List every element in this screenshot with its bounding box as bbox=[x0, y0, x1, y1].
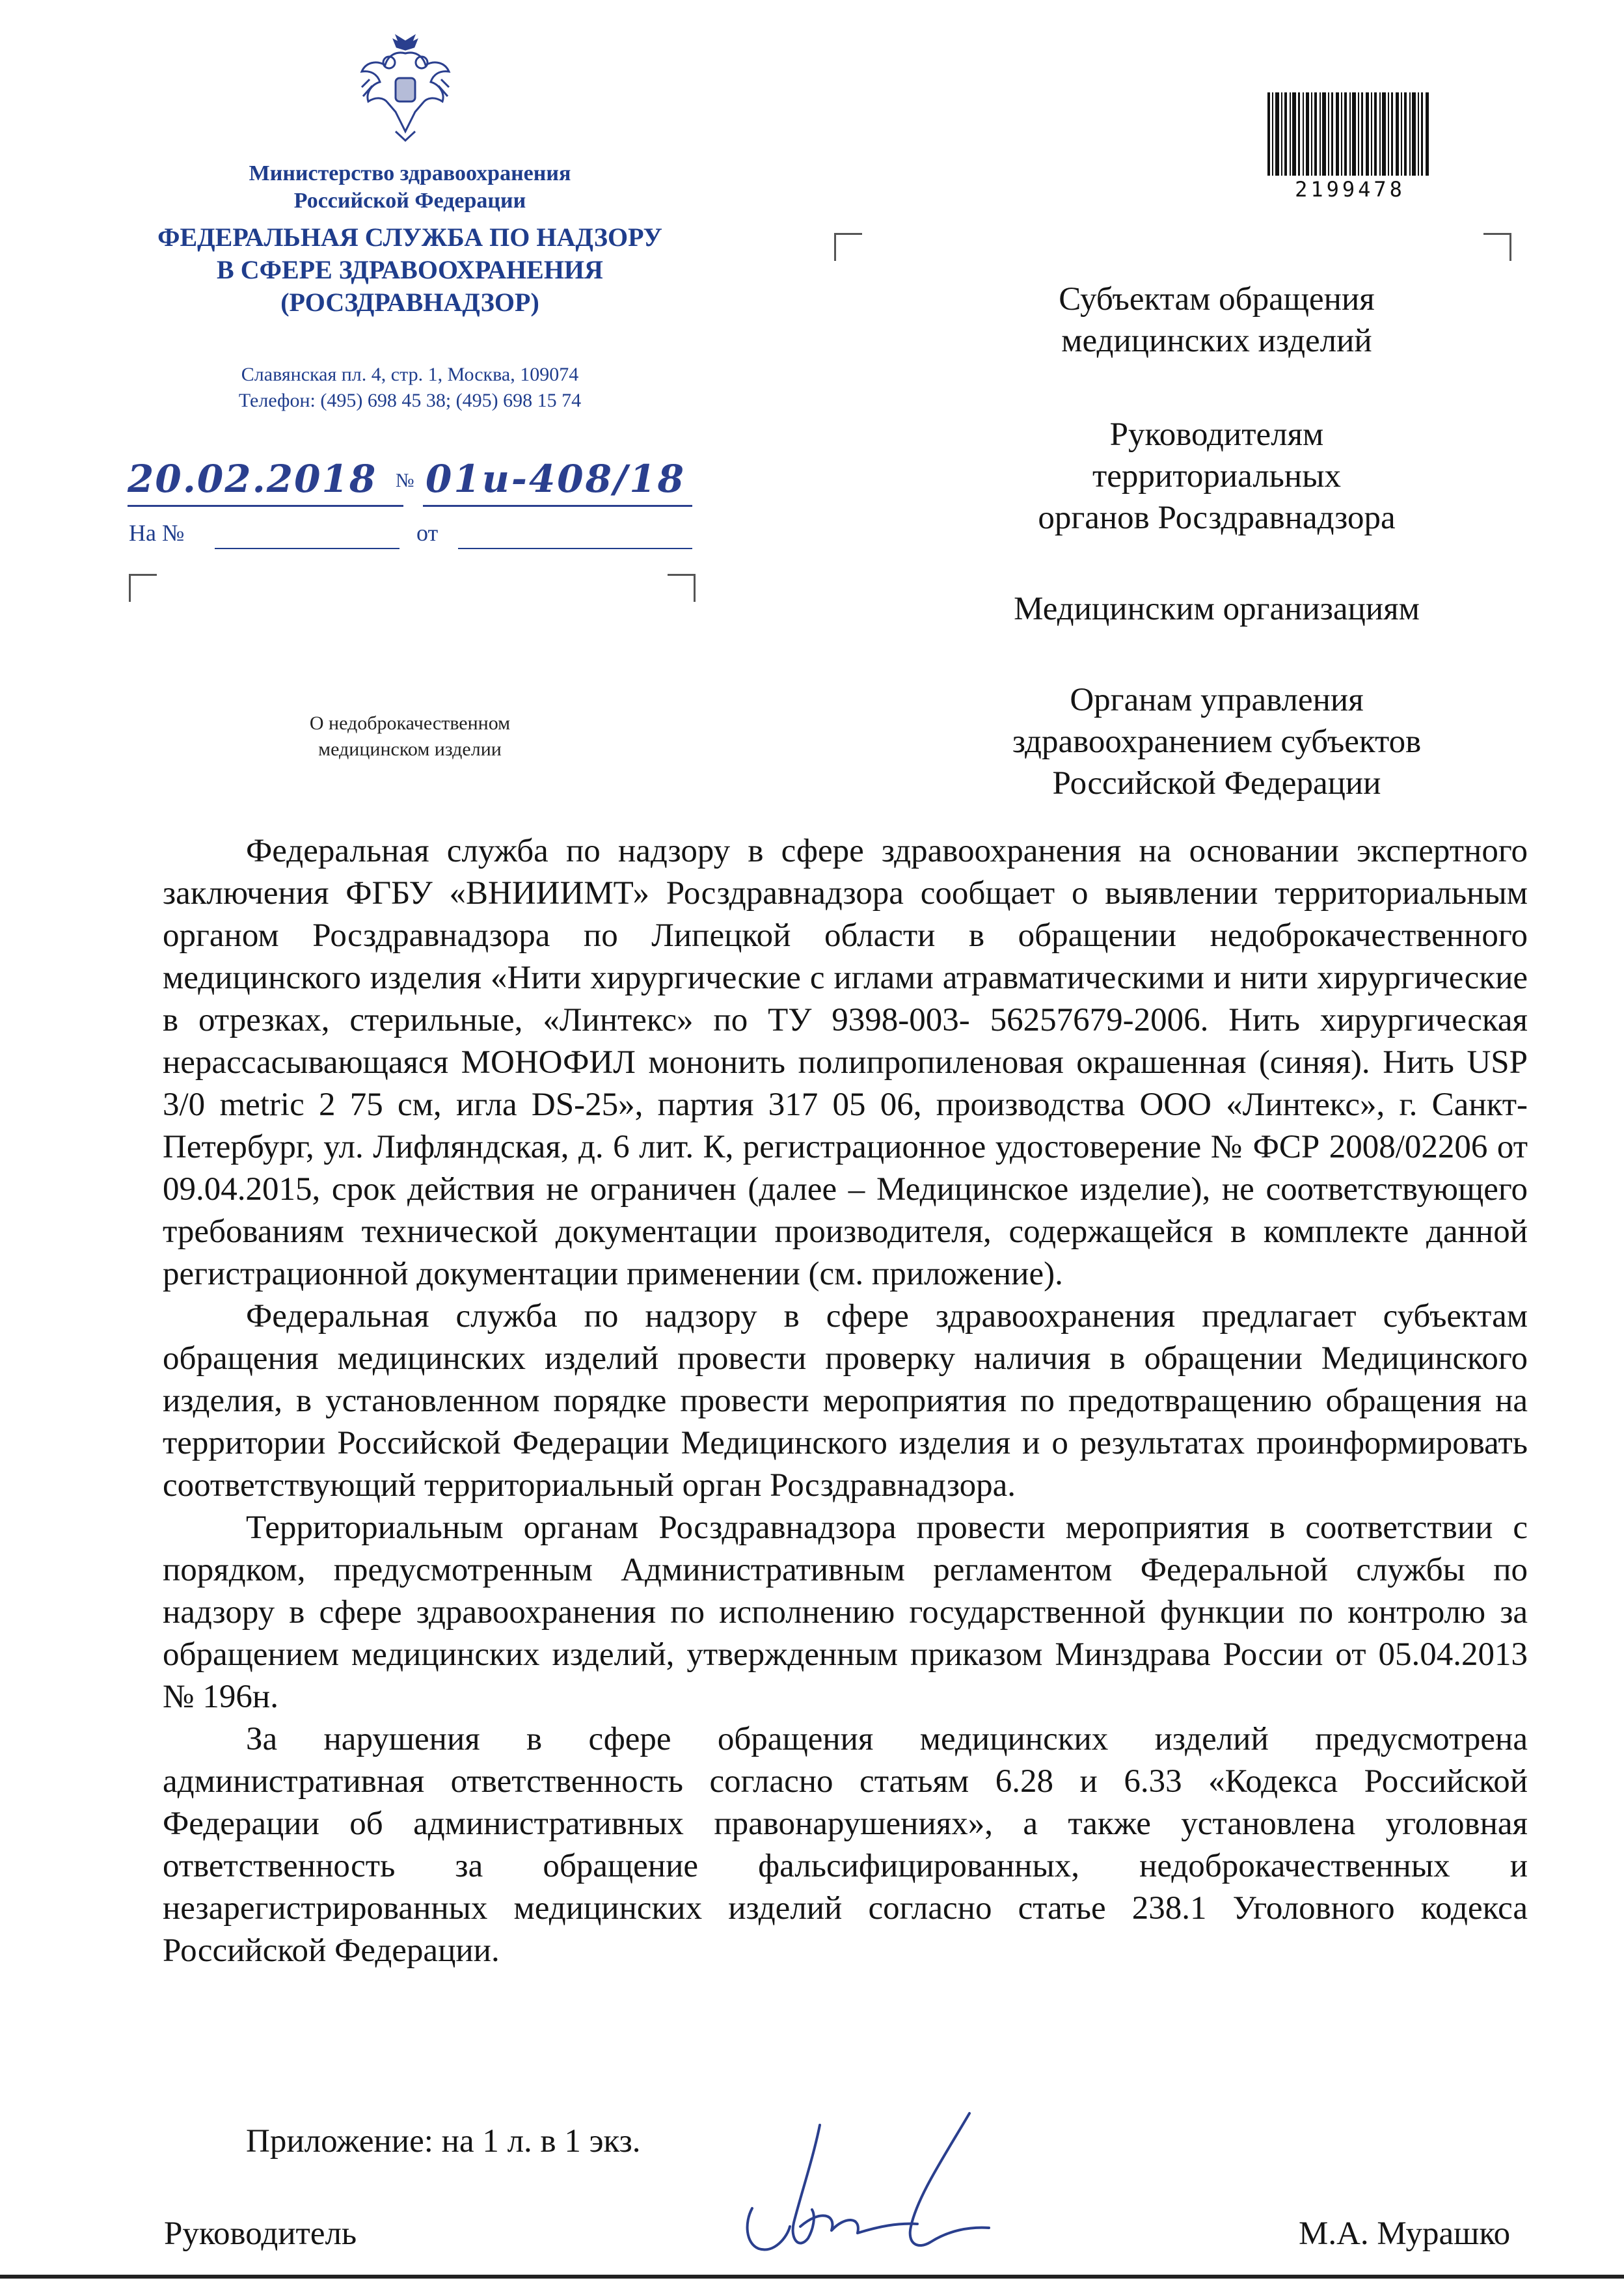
ministry-line: Министерство здравоохранения bbox=[249, 161, 571, 185]
registration-number-sign: № bbox=[396, 470, 414, 491]
service-line: ФЕДЕРАЛЬНАЯ СЛУЖБА ПО НАДЗОРУ bbox=[157, 223, 662, 252]
addressee-block bbox=[937, 278, 1496, 362]
addressee-line: Руководителям bbox=[1109, 416, 1324, 453]
registration-date: 20.02.2018 bbox=[128, 457, 377, 501]
barcode-icon bbox=[1267, 92, 1430, 176]
body-paragraph: За нарушения в сфере обращения медицинских изделий предусмотрена административная ответственность согласно статьям 6.28 и 6.33 «Кодекса Российской Федерации об административных правонарушениях», а также установлена уголовная ответственность за обращение фальсифицированных, недоброкачественных и незарегистрированных медицинских изделий согласно статье 238.1 Уголовного кодекса Российской Федерации. bbox=[163, 1721, 1528, 1969]
addressee-line: Российской Федерации bbox=[1052, 765, 1381, 802]
addressee-block bbox=[937, 679, 1496, 804]
addressee-line: медицинских изделий bbox=[1061, 323, 1372, 359]
sender-contacts bbox=[98, 362, 722, 414]
addressee-line: органов Росздравнадзора bbox=[1038, 500, 1396, 536]
body-paragraph: Федеральная служба по надзору в сфере здравоохранения на основании экспертного заключения ФГБУ «ВНИИИМТ» Росздравнадзора сообщает о выявлении территориальным органом Росздравнадзора по Липецкой области в обращении недоброкачественного медицинского изделия «Нити хирургические с иглами атравматическими и нити хирургические в отрезках, стерильные, «Линтекс» по ТУ 9398-003- 56257679-2006. Нить хирургическая нерассасывающаяся МОНОФИЛ мононить полипропиленовая окрашенная (синяя). Нить USP 3/0 metric 2 75 см, игла DS-25», партия 317 05 06, производства ООО «Линтекс», г. Санкт- Петербург, ул. Лифляндская, д. 6 лит. К, регистрационное удостоверение № ФСР 2008/02206 от 09.04.2015, срок действия не ограничен (далее – Медицинское изделие), не соответствующего требованиям технической документации производителя, содержащейся в комплекте данной регистрационной документации применении (см. приложение). bbox=[163, 833, 1528, 1292]
letter-subject bbox=[247, 711, 573, 763]
double-headed-eagle-emblem-icon bbox=[357, 34, 454, 146]
body-paragraph: Территориальным органам Росздравнадзора провести мероприятия в соответствии с порядком, предусмотренным Административным регламентом Федеральной службы по надзору в сфере здравоохранения по исполнению государственной функции по контролю за обращением медицинских изделий, утвержденным приказом Минздрава России от 05.04.2013 № 196н. bbox=[163, 1510, 1528, 1715]
addressee-line: здравоохранением субъектов bbox=[1012, 724, 1422, 760]
subject-corner-right bbox=[668, 574, 696, 602]
address-corner-right bbox=[1483, 233, 1511, 261]
ministry-line: Российской Федерации bbox=[293, 189, 526, 213]
signatory-title: Руководитель bbox=[164, 2215, 357, 2252]
handwritten-signature-icon bbox=[722, 2099, 1028, 2275]
service-line: (РОСЗДРАВНАДЗОР) bbox=[280, 288, 539, 317]
reply-date-blank bbox=[458, 548, 692, 549]
service-line: В СФЕРЕ ЗДРАВООХРАНЕНИЯ bbox=[217, 255, 603, 284]
attachment-note: Приложение: на 1 л. в 1 экз. bbox=[246, 2123, 641, 2160]
reply-to-date-label: от bbox=[416, 520, 439, 546]
barcode-number: 2199478 bbox=[1295, 177, 1405, 202]
reply-to-number-label: На № bbox=[129, 520, 185, 546]
registration-number: 01и-408/18 bbox=[426, 457, 686, 501]
sender-phone: Телефон: (495) 698 45 38; (495) 698 15 74 bbox=[238, 390, 582, 411]
body-paragraph: Федеральная служба по надзору в сфере здравоохранения предлагает субъектам обращения медицинских изделий провести проверку наличия в обращении Медицинского изделия, в установленном порядке провести мероприятия по предотвращению обращения на территории Российской Федерации Медицинского изделия и о результатах проинформировать соответствующий территориальный орган Росздравнадзора. bbox=[163, 1298, 1528, 1504]
service-name bbox=[98, 221, 722, 319]
signatory-name: М.А. Мурашко bbox=[1299, 2215, 1511, 2252]
addressee-block bbox=[937, 588, 1496, 630]
address-corner-left bbox=[834, 233, 862, 261]
subject-line: медицинском изделии bbox=[318, 738, 502, 760]
subject-corner-left bbox=[129, 574, 157, 602]
addressee-line: Медицинским организациям bbox=[1014, 591, 1420, 627]
ministry-name bbox=[98, 160, 722, 215]
reply-number-blank bbox=[215, 548, 399, 549]
date-underline bbox=[128, 505, 403, 507]
addressee-line: территориальных bbox=[1092, 458, 1341, 494]
addressee-block bbox=[937, 414, 1496, 539]
letter-body bbox=[163, 830, 1528, 1972]
subject-line: О недоброкачественном bbox=[309, 712, 511, 734]
addressee-line: Органам управления bbox=[1070, 682, 1364, 718]
number-underline bbox=[423, 505, 692, 507]
addressee-line: Субъектам обращения bbox=[1059, 281, 1375, 318]
page-bottom-edge bbox=[0, 2275, 1624, 2279]
sender-address: Славянская пл. 4, стр. 1, Москва, 109074 bbox=[241, 364, 579, 385]
